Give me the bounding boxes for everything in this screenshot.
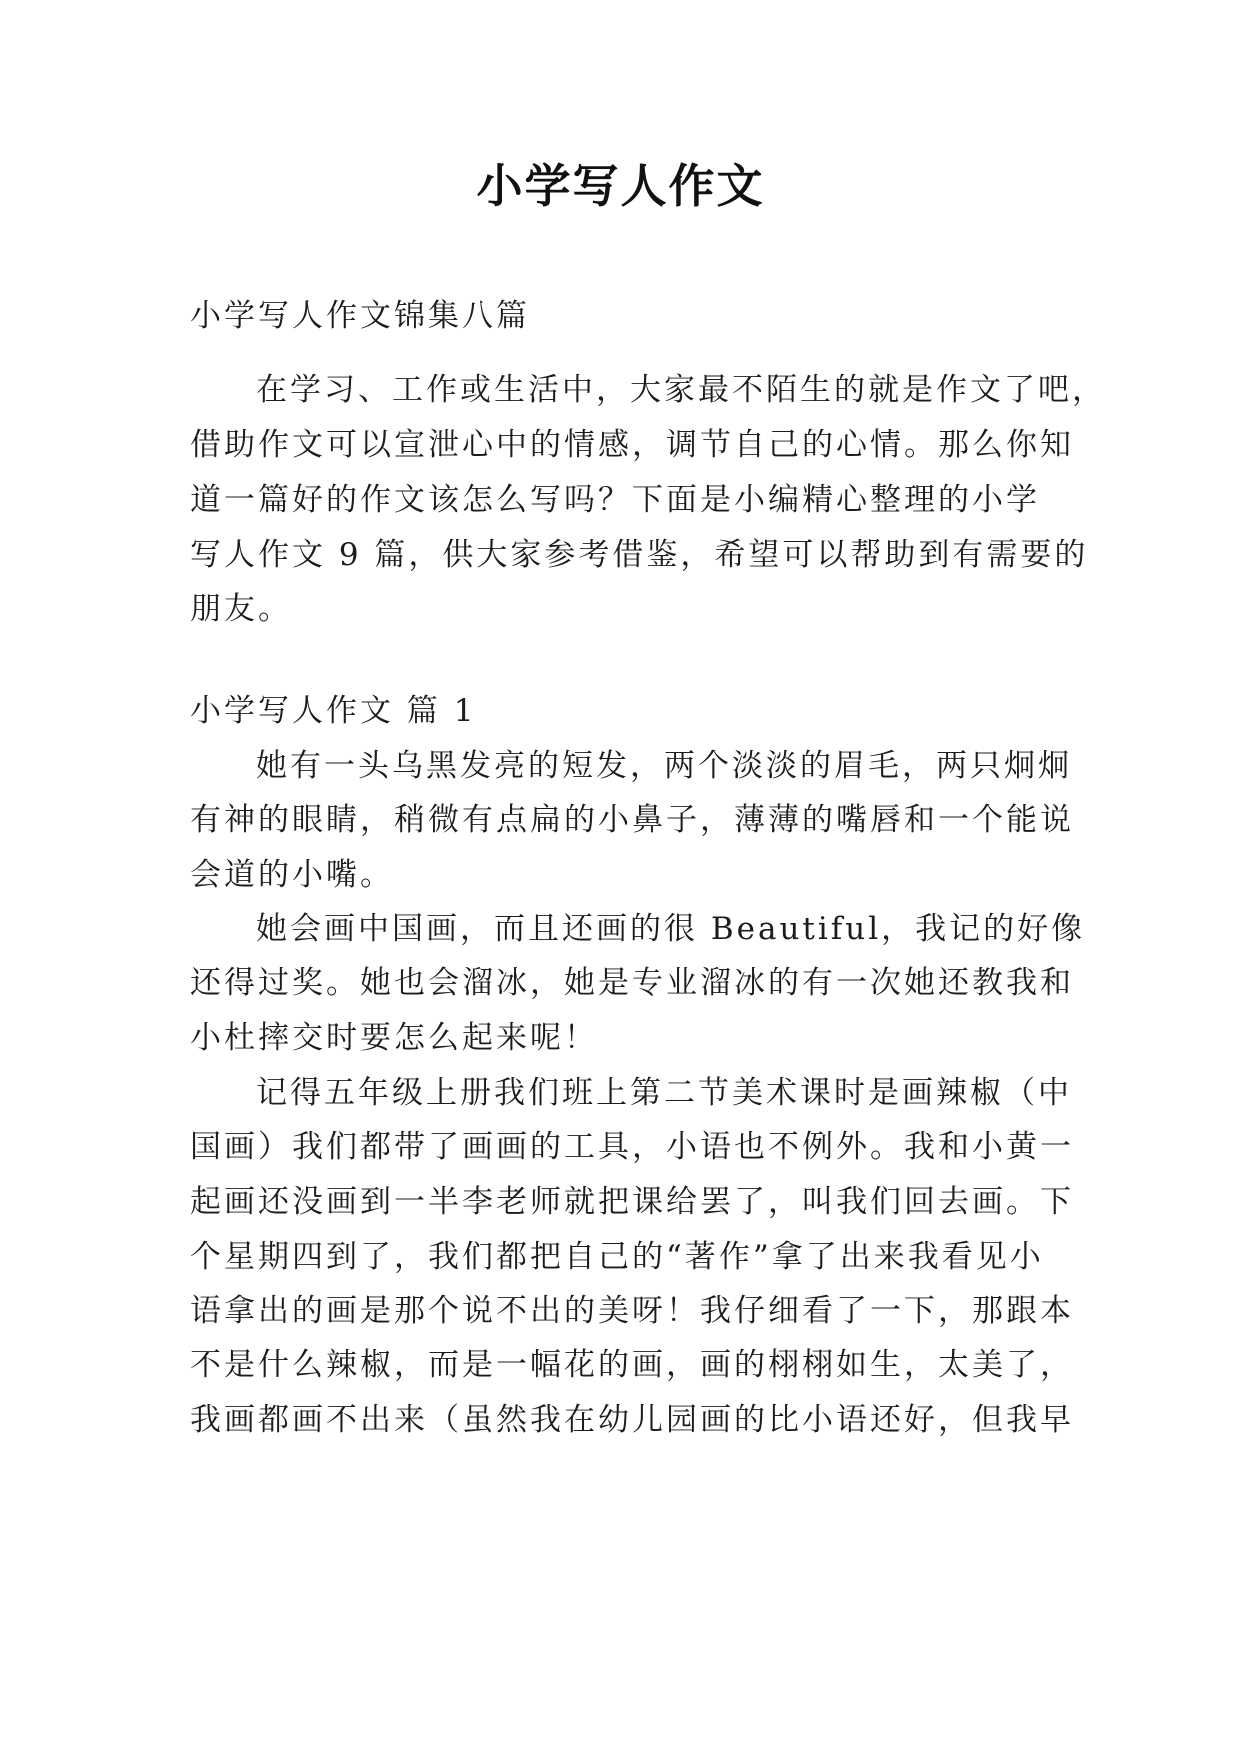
paragraph3-line: 个星期四到了，我们都把自己的“著作”拿了出来我看见小	[190, 1239, 1044, 1275]
section-heading: 小学写人作文 篇 1	[190, 693, 477, 729]
paragraph2-line: 小杜摔交时要怎么起来呢！	[190, 1020, 598, 1056]
paragraph3-line: 我画都画不出来（虽然我在幼儿园画的比小语还好，但我早	[190, 1402, 1074, 1438]
paragraph3-line: 记得五年级上册我们班上第二节美术课时是画辣椒（中	[256, 1075, 1072, 1111]
paragraph3-line: 不是什么辣椒，而是一幅花的画，画的栩栩如生，太美了，	[190, 1347, 1074, 1383]
paragraph3-line: 起画还没画到一半李老师就把课给罢了，叫我们回去画。下	[190, 1184, 1074, 1220]
paragraph2-line: 她会画中国画，而且还画的很 Beautiful，我记的好像	[256, 911, 1086, 947]
intro-line: 道一篇好的作文该怎么写吗？下面是小编精心整理的小学	[190, 482, 1040, 518]
intro-line: 朋友。	[190, 591, 292, 627]
paragraph1-line: 会道的小嘴。	[190, 857, 394, 893]
paragraph3-line: 国画）我们都带了画画的工具，小语也不例外。我和小黄一	[190, 1129, 1074, 1165]
document-title: 小学写人作文	[476, 159, 765, 213]
paragraph1-line: 有神的眼睛，稍微有点扁的小鼻子，薄薄的嘴唇和一个能说	[190, 802, 1074, 838]
paragraph2-line: 还得过奖。她也会溜冰，她是专业溜冰的有一次她还教我和	[190, 965, 1074, 1001]
intro-line: 写人作文 9 篇，供大家参考借鉴，希望可以帮助到有需要的	[190, 537, 1089, 573]
intro-line: 在学习、工作或生活中，大家最不陌生的就是作文了吧，	[256, 372, 1106, 408]
intro-line: 借助作文可以宣泄心中的情感，调节自己的心情。那么你知	[190, 427, 1074, 463]
paragraph1-line: 她有一头乌黑发亮的短发，两个淡淡的眉毛，两只炯炯	[256, 748, 1072, 784]
paragraph3-line: 语拿出的画是那个说不出的美呀！我仔细看了一下，那跟本	[190, 1293, 1074, 1329]
document-subtitle: 小学写人作文锦集八篇	[190, 298, 530, 334]
